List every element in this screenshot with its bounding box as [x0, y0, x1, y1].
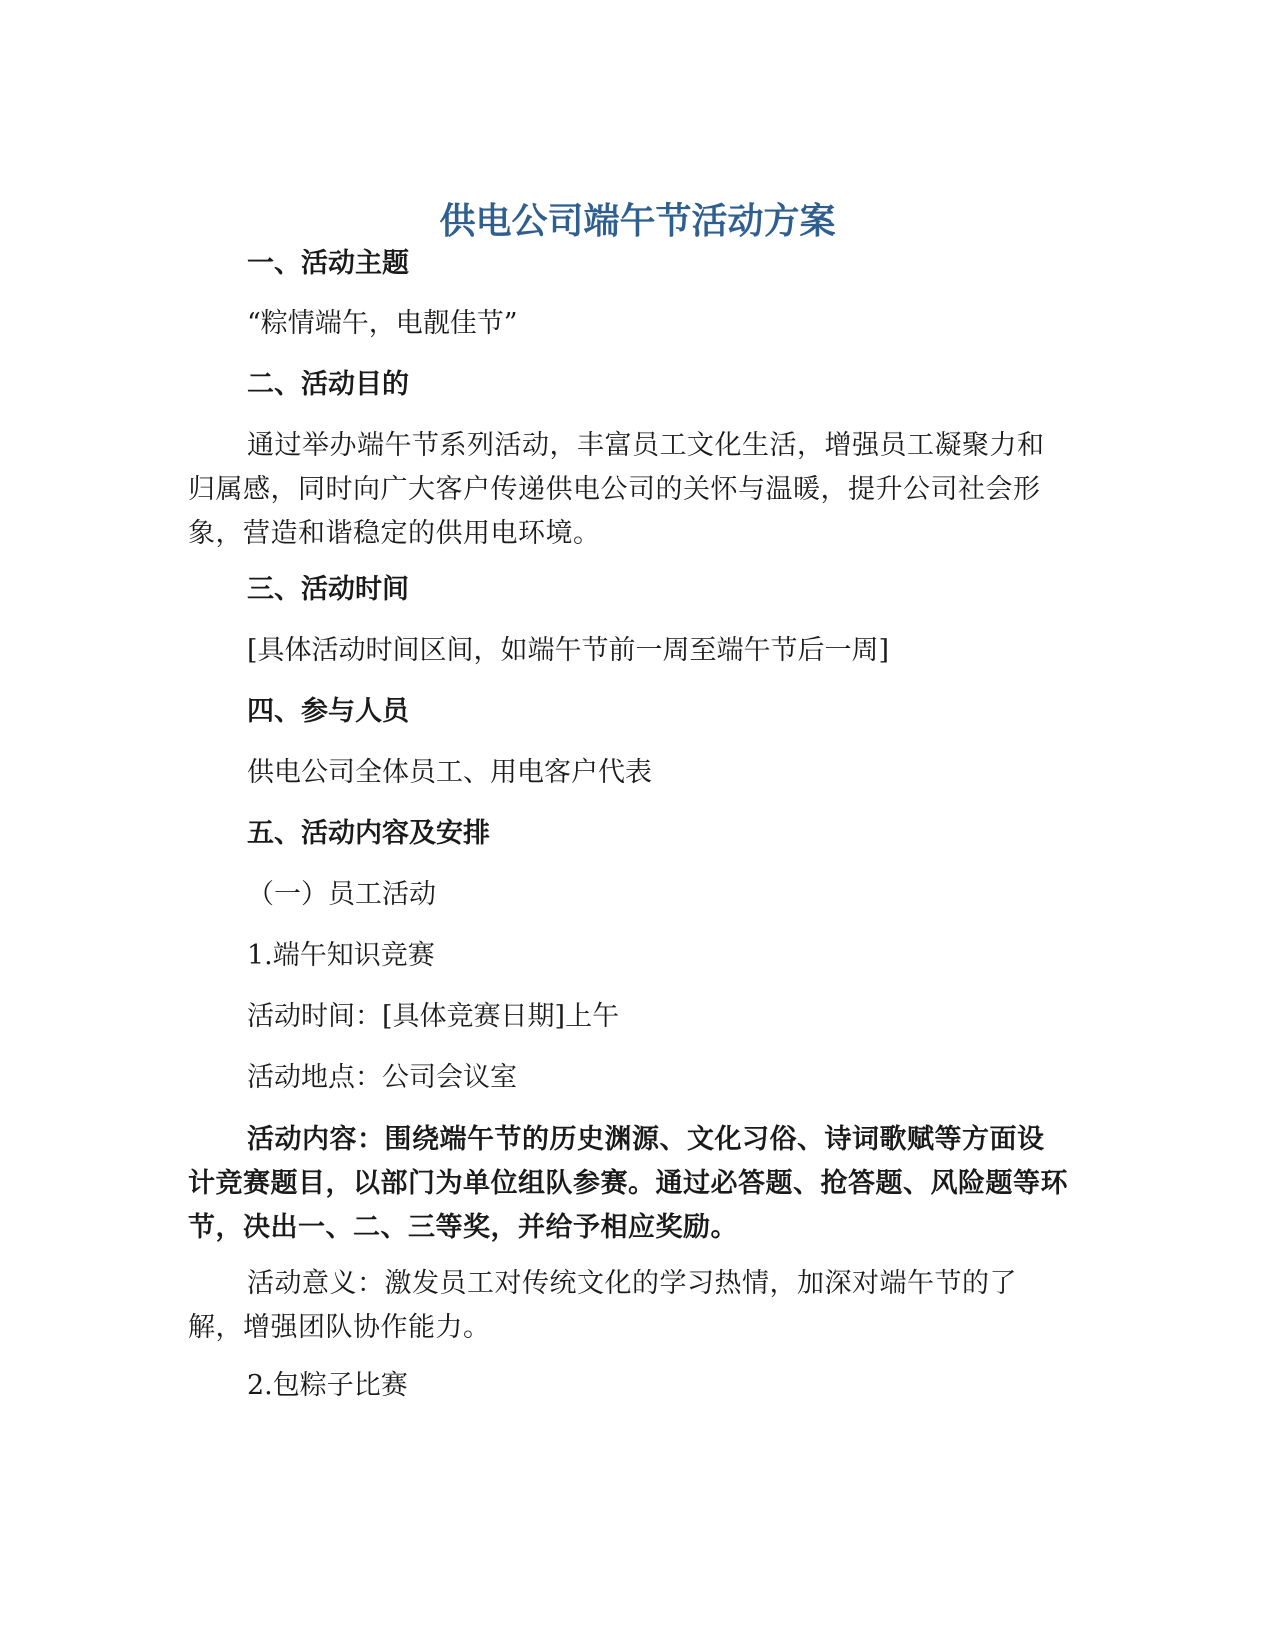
document-title: 供电公司端午节活动方案 — [439, 201, 836, 242]
item1-meaning-paragraph: 活动意义：激发员工对传统文化的学习热情，加深对端午节的了解，增强团队协作能力。 — [188, 1268, 1017, 1343]
section-heading-theme: 一、活动主题 — [247, 248, 409, 279]
participants-text: 供电公司全体员工、用电客户代表 — [247, 757, 652, 788]
theme-text: “粽情端午，电靓佳节” — [247, 308, 518, 339]
item2-title: 2.包粽子比赛 — [247, 1370, 408, 1401]
item1-title: 1.端午知识竞赛 — [247, 940, 435, 971]
section-heading-content: 五、活动内容及安排 — [247, 818, 490, 849]
item1-time: 活动时间：[具体竞赛日期]上午 — [247, 1001, 620, 1032]
item1-content-paragraph: 活动内容：围绕端午节的历史渊源、文化习俗、诗词歌赋等方面设计竞赛题目，以部门为单位组队参赛。通过必答题、抢答题、风险题等环节，决出一、二、三等奖，并给予相应奖励。 — [188, 1124, 1068, 1243]
time-text: [具体活动时间区间，如端午节前一周至端午节后一周] — [247, 635, 890, 666]
section-heading-purpose: 二、活动目的 — [247, 369, 409, 400]
employee-activities-subheading: （一）员工活动 — [247, 879, 436, 910]
section-heading-time: 三、活动时间 — [247, 574, 409, 605]
section-heading-participants: 四、参与人员 — [247, 696, 409, 727]
purpose-paragraph: 通过举办端午节系列活动，丰富员工文化生活，增强员工凝聚力和归属感，同时向广大客户传递供电公司的关怀与温暖，提升公司社会形象，营造和谐稳定的供用电环境。 — [188, 430, 1045, 549]
item1-place: 活动地点：公司会议室 — [247, 1062, 517, 1093]
